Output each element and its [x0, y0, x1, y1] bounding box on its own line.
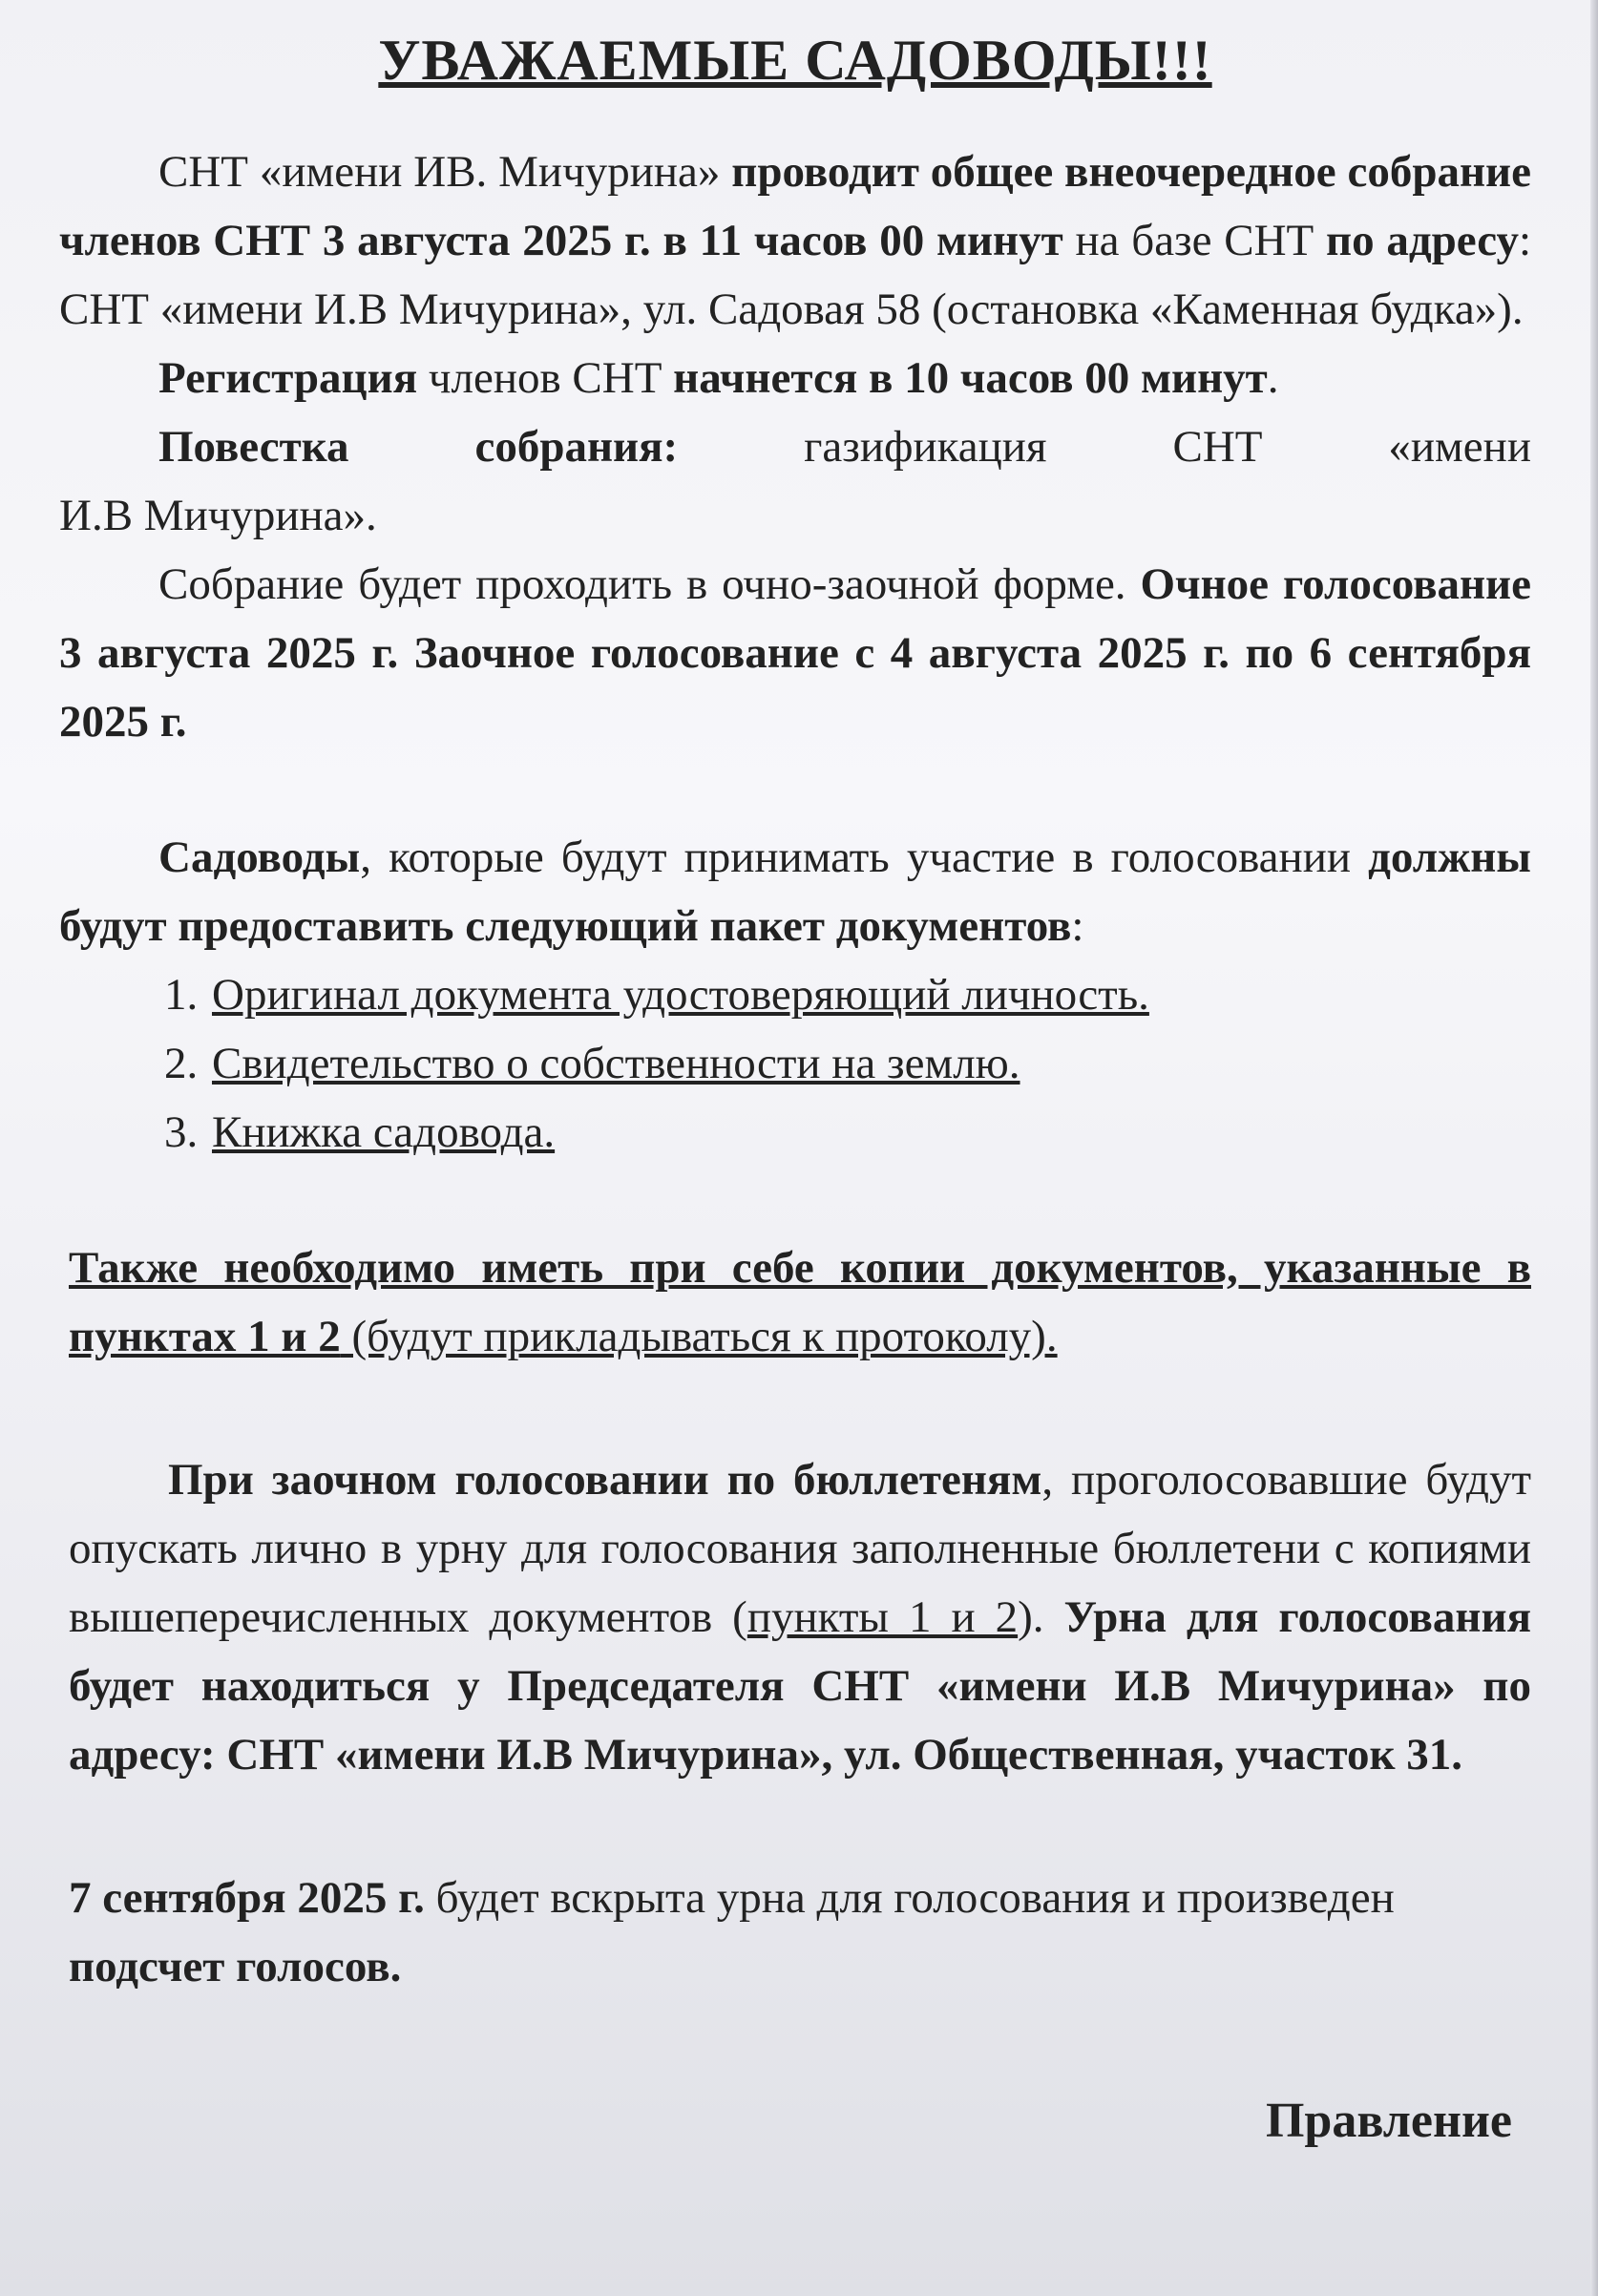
- copies-requirement: [59, 1233, 1531, 1371]
- list-item-number: 1.: [164, 970, 199, 1020]
- meeting-address: : СНТ «имени И.В Мичурина», ул. Садовая 58 (остановка «Каменная будка»).: [59, 216, 1532, 334]
- agenda-continuation: И.В Мичурина».: [59, 491, 377, 540]
- documents-intro: [59, 823, 1531, 960]
- absentee-voting-label: При заочном голосовании по бюллетеням: [168, 1455, 1042, 1505]
- counting-text: будет вскрыта урна для голосования и произведен: [424, 1873, 1395, 1923]
- spacer: [59, 756, 1531, 823]
- list-item: [164, 960, 1531, 1029]
- counting-paragraph: [59, 1864, 1531, 2001]
- gardeners-label: Садоводы: [158, 832, 361, 882]
- spacer: [59, 1167, 1531, 1233]
- copies-requirement-bold: Также необходимо иметь при себе копии документов, указанные в пунктах 1 и 2: [69, 1243, 1531, 1361]
- meeting-date-time: проводит общее внеочередное собрание членов СНТ 3 августа 2025 г. в 11 часов 00 минут: [59, 147, 1532, 265]
- meeting-venue: на базе СНТ: [1075, 216, 1314, 265]
- counting-date: 7 сентября 2025 г.: [69, 1873, 425, 1923]
- list-item: [164, 1098, 1531, 1167]
- voting-form: Собрание будет проходить в очно-заочной форме.: [158, 559, 1126, 609]
- registration-time: начнется в 10 часов 00 минут: [673, 353, 1268, 403]
- list-item-text: Свидетельство о собственности на землю.: [212, 1039, 1020, 1088]
- spacer: [59, 1789, 1531, 1864]
- signature-board: Правление: [1265, 2094, 1512, 2148]
- documents-colon: :: [1071, 901, 1084, 951]
- documents-list: [59, 960, 1531, 1167]
- absentee-voting-close: ).: [1018, 1592, 1044, 1642]
- list-item: [164, 1029, 1531, 1098]
- address-label: по адресу: [1326, 216, 1519, 265]
- counting-text-end: подсчет голосов.: [69, 1942, 402, 1991]
- list-item-text: Оригинал документа удостоверяющий личность.: [212, 970, 1149, 1020]
- agenda-word-4: СНТ: [1172, 422, 1263, 472]
- agenda-word-2: собрания:: [474, 422, 679, 472]
- meeting-announcement: [59, 137, 1531, 344]
- notice-title: УВАЖАЕМЫЕ САДОВОДЫ!!!: [378, 29, 1212, 92]
- registration-period: .: [1267, 353, 1279, 403]
- documents-requirement: должны будут предоставить следующий пакет документов: [59, 832, 1532, 951]
- absentee-voting-paragraph: [59, 1445, 1531, 1789]
- snt-name: СНТ «имени ИВ. Мичурина»: [158, 147, 721, 197]
- agenda-line: [59, 412, 1531, 481]
- documents-intro-text: , которые будут принимать участие в голосовании: [360, 832, 1352, 882]
- registration-paragraph: [59, 344, 1531, 412]
- absentee-voting-items: пункты 1 и 2: [746, 1592, 1019, 1642]
- voting-form-paragraph: [59, 550, 1531, 756]
- registration-members: членов СНТ: [428, 353, 662, 403]
- absentee-voting-text: , проголосовавшие будут опускать лично в урну для голосования заполненные бюллетени с копиями вышеперечисленных документов (: [69, 1455, 1531, 1642]
- spacer: [59, 1371, 1531, 1445]
- voting-dates: Очное голосование 3 августа 2025 г. Заочное голосование с 4 августа 2025 г. по 6 сентября 2025 г.: [59, 559, 1531, 747]
- agenda-word-5: «имени: [1388, 422, 1531, 472]
- list-item-number: 3.: [164, 1107, 199, 1157]
- copies-requirement-note: (будут прикладываться к протоколу).: [340, 1312, 1058, 1361]
- list-item-text: Книжка садовода.: [212, 1107, 556, 1157]
- agenda-word-1: Повестка: [158, 422, 349, 472]
- registration-label: Регистрация: [158, 353, 418, 403]
- agenda-word-3: газификация: [804, 422, 1047, 472]
- list-item-number: 2.: [164, 1039, 199, 1088]
- ballot-box-location: Урна для голосования будет находиться у Председателя СНТ «имени И.В Мичурина» по адресу: СНТ «имени И.В Мичурина», ул. Общественная, участок 31.: [69, 1592, 1531, 1780]
